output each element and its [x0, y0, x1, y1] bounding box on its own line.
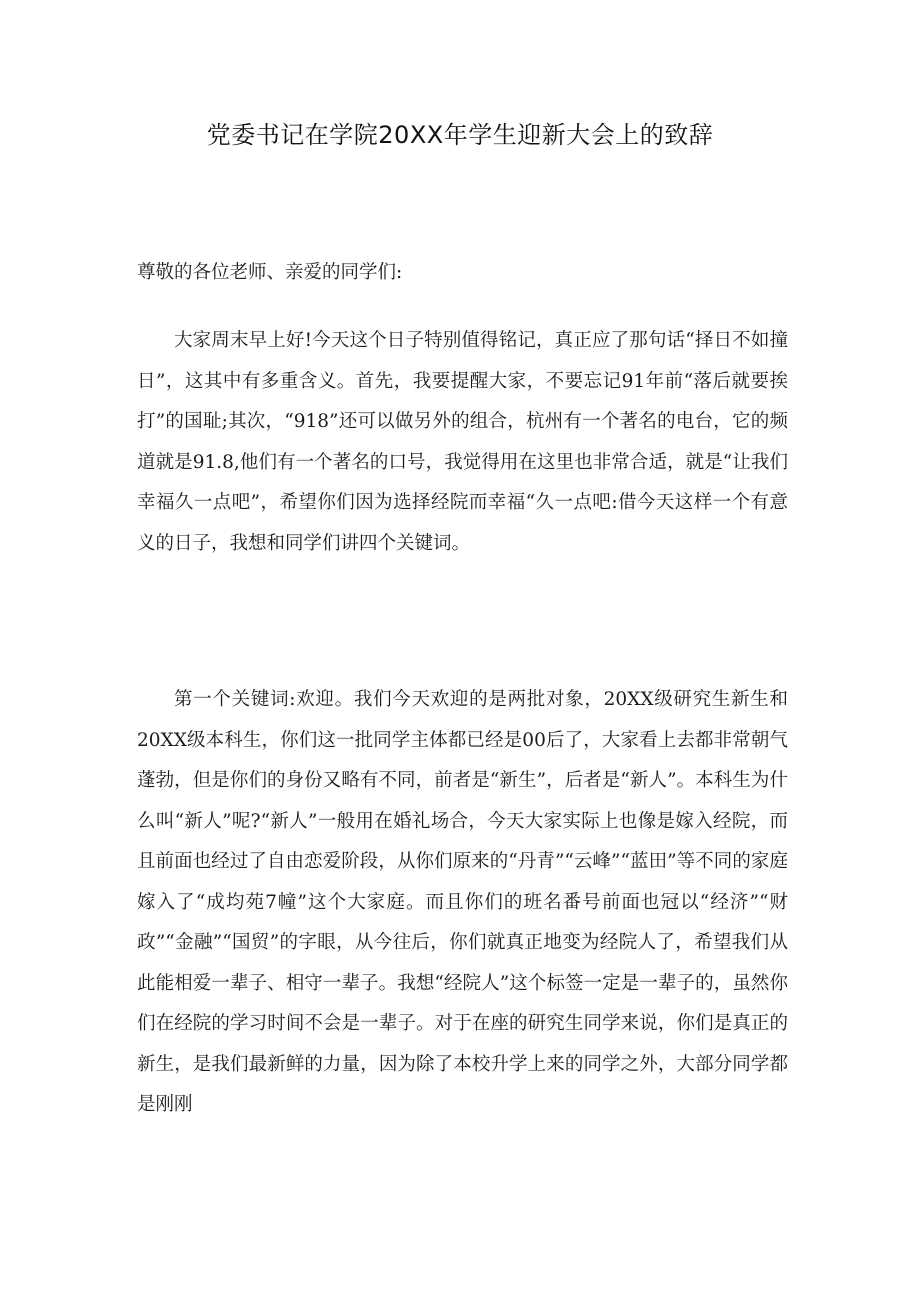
document-title: 党委书记在学院20XX年学生迎新大会上的致辞 — [206, 121, 714, 149]
paragraph-keyword-welcome: 第一个关键词:欢迎。我们今天欢迎的是两批对象，20XX级研究生新生和20XX级本科生，你们这一批同学主体都已经是00后了，大家看上去都非常朝气蓬勃，但是你们的身份又略有不同，前者是“新生”，后者是“新人”。本科生为什么叫“新人”呢?“新人”一般用在婚礼场合，今天大家实际上也像是嫁入经院，而且前面也经过了自由恋爱阶段，从你们原来的“丹青”“云峰”“蓝田”等不同的家庭嫁入了“成均苑7幢”这个大家庭。而且你们的班名番号前面也冠以“经济”“财政”“金融”“国贸”的字眼，从今往后，你们就真正地变为经院人了，希望我们从此能相爱一辈子、相守一辈子。我想“经院人”这个标签一定是一辈子的，虽然你们在经院的学习时间不会是一辈子。对于在座的研究生同学来说，你们是真正的新生，是我们最新鲜的力量，因为除了本校升学上来的同学之外，大部分同学都是刚刚 — [137, 689, 788, 1115]
salutation: 尊敬的各位老师、亲爱的同学们: — [137, 262, 403, 283]
paragraph-opening: 大家周末早上好!今天这个日子特别值得铭记，真正应了那句话“择日不如撞日”，这其中有多重含义。首先，我要提醒大家，不要忘记91年前“落后就要挨打”的国耻;其次，“918”还可以做另外的组合，杭州有一个著名的电台，它的频道就是91.8,他们有一个著名的口号，我觉得用在这里也非常合适，就是“让我们幸福久一点吧”，希望你们因为选择经院而幸福“久一点吧:借今天这样一个有意义的日子，我想和同学们讲四个关键词。 — [137, 330, 788, 554]
